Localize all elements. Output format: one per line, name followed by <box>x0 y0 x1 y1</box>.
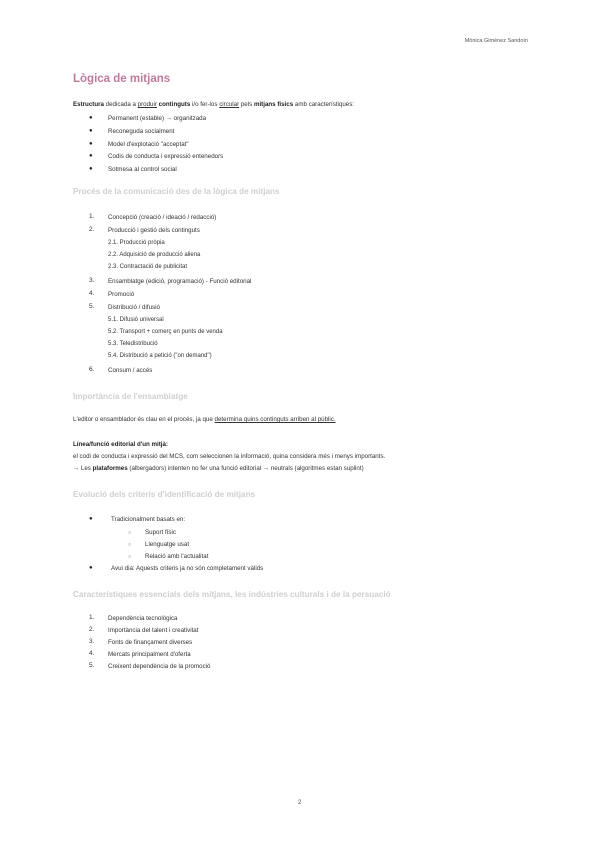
intro-underline-produce: produir <box>137 101 157 108</box>
bullet-icon: ● <box>89 128 93 134</box>
sub-list-item: 5.1. Difusió universal <box>108 317 164 323</box>
list-number: 6. <box>89 366 95 373</box>
list-item: Mercats principalment d'oferta <box>108 651 191 658</box>
circle-bullet-icon: ○ <box>128 542 132 548</box>
list-item: Codis de conducta i expressió entenedors <box>108 153 224 160</box>
list-number: 4. <box>89 290 95 297</box>
section-heading-essentials: Característiques essencials dels mitjans, les indústries culturals i de la persuació <box>73 590 391 599</box>
bullet-icon: ● <box>89 166 93 172</box>
list-item: Sotmesa al control social <box>108 166 177 173</box>
bullet-icon: ● <box>89 565 93 571</box>
assembly-underline: determina quins continguts arriben al públic. <box>214 416 336 423</box>
editorial-line-2-text: (albergadors) intenten no fer una funció editorial → neutrals (algoritmes estan suplint) <box>127 465 364 472</box>
list-item: Avui dia: Aquests criteris ja no són completament vàlids <box>111 565 264 572</box>
bullet-icon: ● <box>89 115 93 121</box>
list-item: Fonts de finançament diverses <box>108 639 193 646</box>
intro-text-4: pels <box>239 101 254 108</box>
sub-list-item: Suport físic <box>145 529 176 536</box>
list-number: 3. <box>89 638 95 645</box>
sub-list-item: 2.1. Producció pròpia <box>108 240 165 246</box>
section-heading-criteria: Evolució dels criteris d'identificació de mitjans <box>73 490 256 499</box>
editorial-line-2 <box>73 465 364 473</box>
editorial-title <box>73 441 168 449</box>
circle-bullet-icon: ○ <box>128 530 132 536</box>
list-item: Creixent dependència de la promoció <box>108 663 211 670</box>
list-number: 5. <box>89 303 95 310</box>
editorial-bold-platforms: plataformes <box>92 465 128 472</box>
list-number: 4. <box>89 650 95 657</box>
list-item: Distribució / difusió <box>108 304 160 311</box>
list-number: 1. <box>89 213 95 220</box>
sub-list-item: 5.2. Transport + comerç en punts de venda <box>108 329 223 335</box>
section-heading-process: Procés de la comunicació des de la lògica de mitjans <box>73 187 280 196</box>
page-number: 2 <box>298 800 302 806</box>
list-item: Producció i gestió dels continguts <box>108 227 200 234</box>
bullet-icon: ● <box>89 153 93 159</box>
list-item: Reconeguda socialment <box>108 128 175 135</box>
intro-underline-circulate: circular <box>219 101 240 108</box>
list-item: Model d'explotació "acceptat" <box>108 141 189 148</box>
list-number: 2. <box>89 626 95 633</box>
section-heading-assembly: Importància de l'ensamblatge <box>73 392 188 401</box>
bullet-icon: ● <box>89 141 93 147</box>
list-item: Promoció <box>108 291 135 298</box>
intro-bold-content: continguts <box>158 101 191 108</box>
list-item: Dependència tecnològica <box>108 615 178 622</box>
intro-text-1: dedicada a <box>103 101 138 108</box>
list-number: 1. <box>89 614 95 621</box>
list-number: 2. <box>89 226 95 233</box>
intro-text-5: amb característiques: <box>293 101 355 108</box>
sub-list-item: Llenguatge usat <box>145 541 190 548</box>
bullet-icon: ● <box>89 516 93 522</box>
author-header: Mònica Giménez Sandoín <box>464 38 528 44</box>
list-item: Consum / accés <box>108 367 153 374</box>
intro-text-3: i/o fer-los <box>190 101 220 108</box>
sub-list-item: 5.3. Teledistribució <box>108 341 158 347</box>
list-item: Ensamblatge (edició, programació) - Funció editorial <box>108 278 252 285</box>
editorial-arrow-text: → Les <box>73 465 93 472</box>
circle-bullet-icon: ○ <box>128 554 132 560</box>
page-title: Lògica de mitjans <box>73 73 171 85</box>
sub-list-item: Relació amb l'actualitat <box>145 553 209 560</box>
sub-list-item: 2.3. Contractació de publicitat <box>108 264 188 270</box>
list-item: Permanent (estable) → organitzada <box>108 115 207 122</box>
intro-paragraph <box>73 101 354 109</box>
assembly-text: L'editor o ensamblador és clau en el procés, ja que <box>73 416 215 423</box>
sub-list-item: 2.2. Adquisició de producció aliena <box>108 252 201 258</box>
list-number: 5. <box>89 662 95 669</box>
sub-list-item: 5.4. Distribució a petició ("on demand") <box>108 353 212 359</box>
list-item: Concepció (creació / ideació / redacció) <box>108 214 217 221</box>
editorial-line-1: el codi de conducta i expressió del MCS, com seleccionen la informació, quina considera més i menys importants. <box>73 453 386 460</box>
editorial-title-text: Línea/funció editorial d'un mitjà: <box>73 441 168 448</box>
intro-bold-physical: mitjans físics <box>253 101 294 108</box>
list-item: Tradicionalment basats en: <box>111 516 186 523</box>
list-item: Importància del talent i creativitat <box>108 627 199 634</box>
assembly-paragraph <box>73 416 336 424</box>
list-number: 3. <box>89 277 95 284</box>
intro-bold-structure: Estructura <box>73 101 104 108</box>
